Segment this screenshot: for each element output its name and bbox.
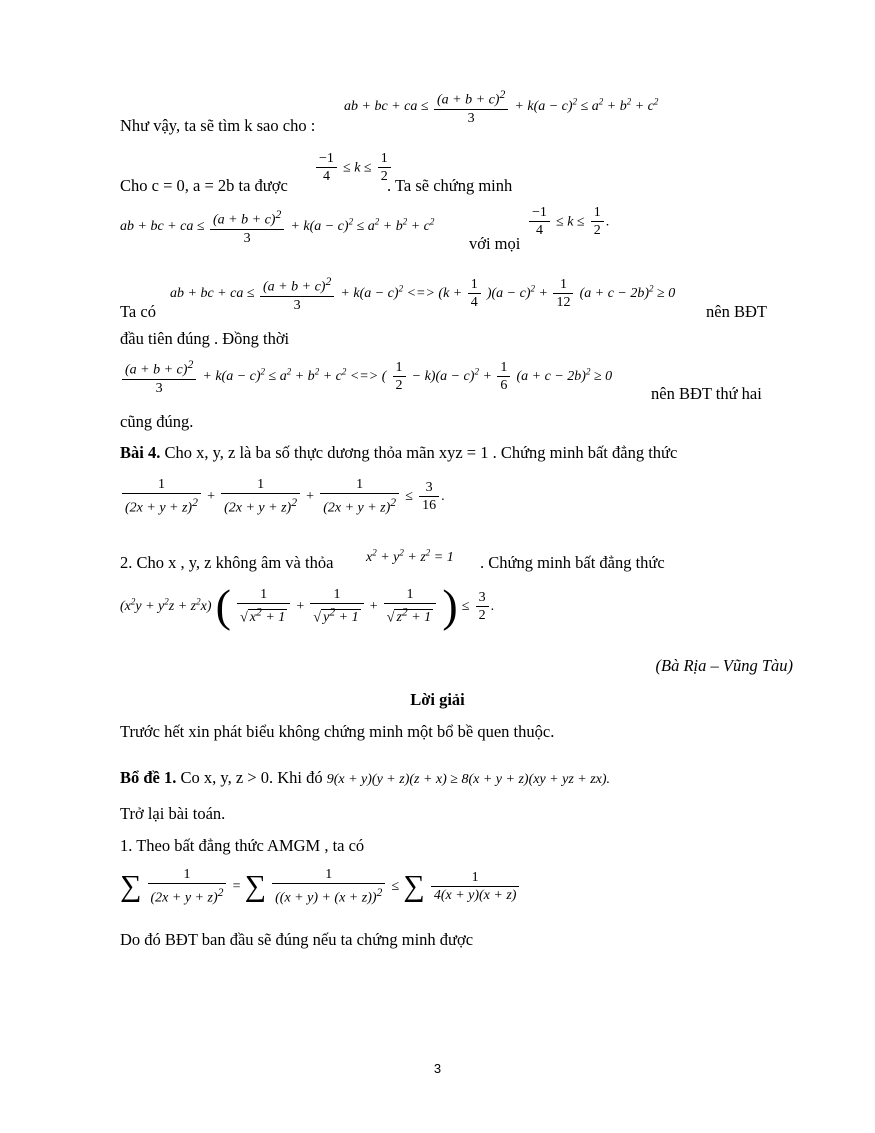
problem-4-statement bbox=[120, 445, 677, 462]
text-line-7: cũng đúng. bbox=[120, 412, 194, 431]
solution-heading: Lời giải bbox=[410, 690, 465, 709]
lemma-label: Bổ đề 1. bbox=[120, 768, 177, 787]
back-text: Trở lại bài toán. bbox=[120, 804, 226, 823]
lemma-text: Co x, y, z > 0. Khi đó bbox=[180, 768, 323, 787]
formula-main-inequality: ab + bc + ca ≤ $\frac{(a + b + c)^2}{3}$ + $k(a - c)^2 \le a^2 + b^2 + c^2$ bbox=[120, 208, 435, 246]
formula-amgm: ∑ $\frac{1}{(2x + y + z)^2}$ = ∑ $\frac{1}{((x + y) + (x + z))^2}$ ≤ ∑ $\frac{1}{4(x + y)(x + z)}$ bbox=[120, 866, 521, 907]
problem-4-text: Cho x, y, z là ba số thực dương thỏa mãn xyz = 1 . Chứng minh bất đẳng thức bbox=[164, 443, 678, 462]
text-line-2-post: . Ta sẽ chứng minh bbox=[387, 176, 513, 195]
text-problem-2-pre: 2. Cho x , y, z không âm và thỏa bbox=[120, 553, 334, 572]
text-problem-2-post: . Chứng minh bất đẳng thức bbox=[480, 553, 665, 572]
formula-equivalence-2: $\frac{(a + b + c)^2}{3}$ + $k(a - c)^2 \le a^2 + b^2 + c^2$ <=> ( $\frac{1}{2}$ − $k)(a - c)^2$ + $\frac{1}{6}$ $(a + c - 2b)^2 \ge 0$ bbox=[120, 356, 612, 397]
formula-problem-4-2: $(x^2y + y^2z + z^2x)$ ( $\frac{1}{√ x^2 + 1}$ + $\frac{1}{√ y^2 + 1}$ + $\frac{1}{√ z^2 + 1}$ ) ≤ $\frac{3}{2}$ . bbox=[120, 580, 495, 631]
text-line-1: Như vậy, ta sẽ tìm k sao cho : bbox=[120, 116, 316, 135]
source-citation: (Bà Rịa – Vũng Tàu) bbox=[655, 656, 793, 675]
text-line-2-pre: Cho c = 0, a = 2b ta được bbox=[120, 176, 288, 195]
problem-4-label: Bài 4. bbox=[120, 443, 161, 462]
page-number: 3 bbox=[433, 1061, 442, 1076]
text-line-4-pre: Ta có bbox=[120, 302, 156, 321]
text-line-5: đầu tiên đúng . Đồng thời bbox=[120, 329, 290, 348]
formula-equivalence-1: ab + bc + ca ≤ $\frac{(a + b + c)^2}{3}$ + $k(a - c)^2$ <=> (k + $\frac{1}{4}$ )$(a - c)^2$ + $\frac{1}{12}$ $(a + c - 2b)^2 \ge 0$ bbox=[170, 275, 676, 313]
conclude-text: Do đó BĐT ban đầu sẽ đúng nếu ta chứng minh được bbox=[120, 930, 474, 949]
intro-text: Trước hết xin phát biểu không chứng minh một bổ bề quen thuộc. bbox=[120, 722, 555, 741]
lemma-statement: Bổ đề 1. Co x, y, z > 0. Khi đó 9(x + y)(y + z)(z + x) ≥ 8(x + y + z)(xy + yz + zx). bbox=[120, 768, 611, 787]
text-line-6-post: nên BĐT thứ hai bbox=[651, 384, 762, 403]
formula-k-range-2: $\frac{-1}{4}$ ≤ k ≤ $\frac{1}{2}$ . bbox=[527, 204, 609, 239]
formula-k-condition: ab + bc + ca ≤ $\frac{(a + b + c)^2}{3}$ + $k(a - c)^2 \le a^2 + b^2 + c^2$ bbox=[344, 88, 659, 126]
formula-k-range: $\frac{-1}{4}$ ≤ k ≤ $\frac{1}{2}$ bbox=[314, 150, 393, 185]
text-line-4-post: nên BĐT bbox=[706, 302, 767, 321]
formula-constraint: $x^2 + y^2 + z^2 = 1$ bbox=[366, 547, 454, 565]
text-line-3-mid: với mọi bbox=[469, 234, 521, 253]
formula-problem-4-1: $\frac{1}{(2x + y + z)^2}$ + $\frac{1}{(2x + y + z)^2}$ + $\frac{1}{(2x + y + z)^2}$ ≤ $\frac{3}{16}$ . bbox=[120, 476, 445, 517]
amgm-text: 1. Theo bất đẳng thức AMGM , ta có bbox=[120, 836, 365, 855]
